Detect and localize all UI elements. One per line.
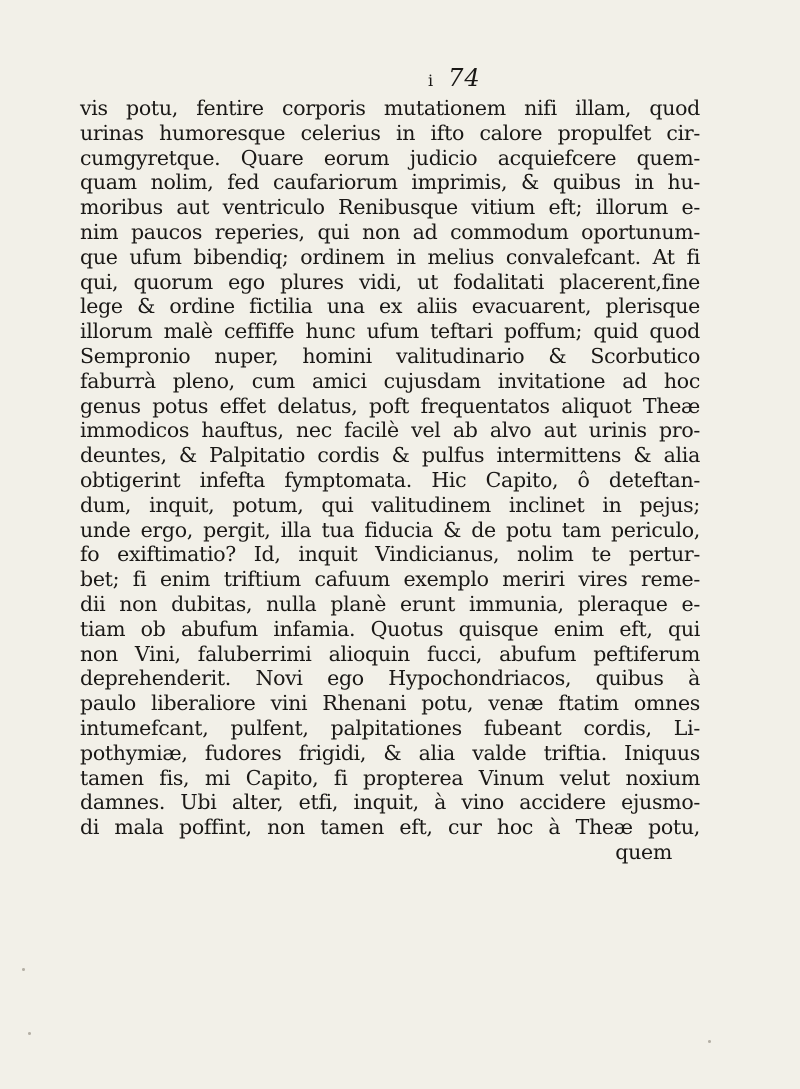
text-line: faburrà pleno, cum amici cujusdam invitatione ad hoc [80,368,700,393]
paper-speck [708,1040,711,1043]
text-line: genus potus effet delatus, poft frequentatos aliquot Theæ [80,393,700,418]
text-line: tamen fis, mi Capito, fi propterea Vinum velut noxium [80,765,700,790]
text-line: qui, quorum ego plures vidi, ut fodalitati placerent,fine [80,269,700,294]
text-line: intumefcant, pulfent, palpitationes fubeant cordis, Li- [80,715,700,740]
body-text [80,96,700,865]
text-line: moribus aut ventriculo Renibusque vitium eft; illorum e- [80,195,700,220]
text-line: pothymiæ, fudores frigidi, & alia valde triftia. Iniquus [80,740,700,765]
text-line: nim paucos reperies, qui non ad commodum oportunum- [80,219,700,244]
text-line: cumgyretque. Quare eorum judicio acquiefcere quem- [80,145,700,170]
text-line: deprehenderit. Novi ego Hypochondriacos, quibus à [80,666,700,691]
text-line: non Vini, faluberrimi alioquin fucci, abufum peftiferum [80,641,700,666]
text-line: damnes. Ubi alter, etfi, inquit, à vino accidere ejusmo- [80,790,700,815]
signature-mark: i [428,71,435,90]
text-line: dum, inquit, potum, qui valitudinem inclinet in pejus; [80,492,700,517]
catchword: quem [615,839,672,864]
text-line: lege & ordine fictilia una ex aliis evacuarent, plerisque [80,294,700,319]
text-line: fo exiftimatio? Id, inquit Vindicianus, nolim te pertur- [80,542,700,567]
text-line: vis potu, fentire corporis mutationem nifi illam, quod [80,96,700,120]
text-line: obtigerint infefta fymptomata. Hic Capito, ô deteftan- [80,467,700,492]
text-line: dii non dubitas, nulla planè erunt immunia, pleraque e- [80,591,700,616]
text-line: illorum malè ceffiffe hunc ufum teftari poffum; quid quod [80,319,700,344]
text-line: Sempronio nuper, homini valitudinario & Scorbutico [80,343,700,368]
page-number-value: 74 [448,64,481,92]
text-line: deuntes, & Palpitatio cordis & pulfus intermittens & alia [80,443,700,468]
text-line: tiam ob abufum infamia. Quotus quisque enim eft, qui [80,616,700,641]
paper-speck [28,1032,31,1035]
text-line: urinas humoresque celerius in ifto calore propulfet cir- [80,120,700,145]
paper-speck [22,968,25,971]
text-line: unde ergo, pergit, illa tua fiducia & de potu tam periculo, [80,517,700,542]
page-number [428,66,481,90]
text-line: di mala poffint, non tamen eft, cur hoc à Theæ potu, [80,815,700,840]
text-line: bet; fi enim triftium cafuum exemplo meriri vires reme- [80,567,700,592]
text-line: quam nolim, fed caufariorum imprimis, & quibus in hu- [80,170,700,195]
text-line: que ufum bibendiq; ordinem in melius convalefcant. At fi [80,244,700,269]
text-line: paulo liberaliore vini Rhenani potu, venæ ftatim omnes [80,691,700,716]
text-line: immodicos hauftus, nec facilè vel ab alvo aut urinis pro- [80,418,700,443]
